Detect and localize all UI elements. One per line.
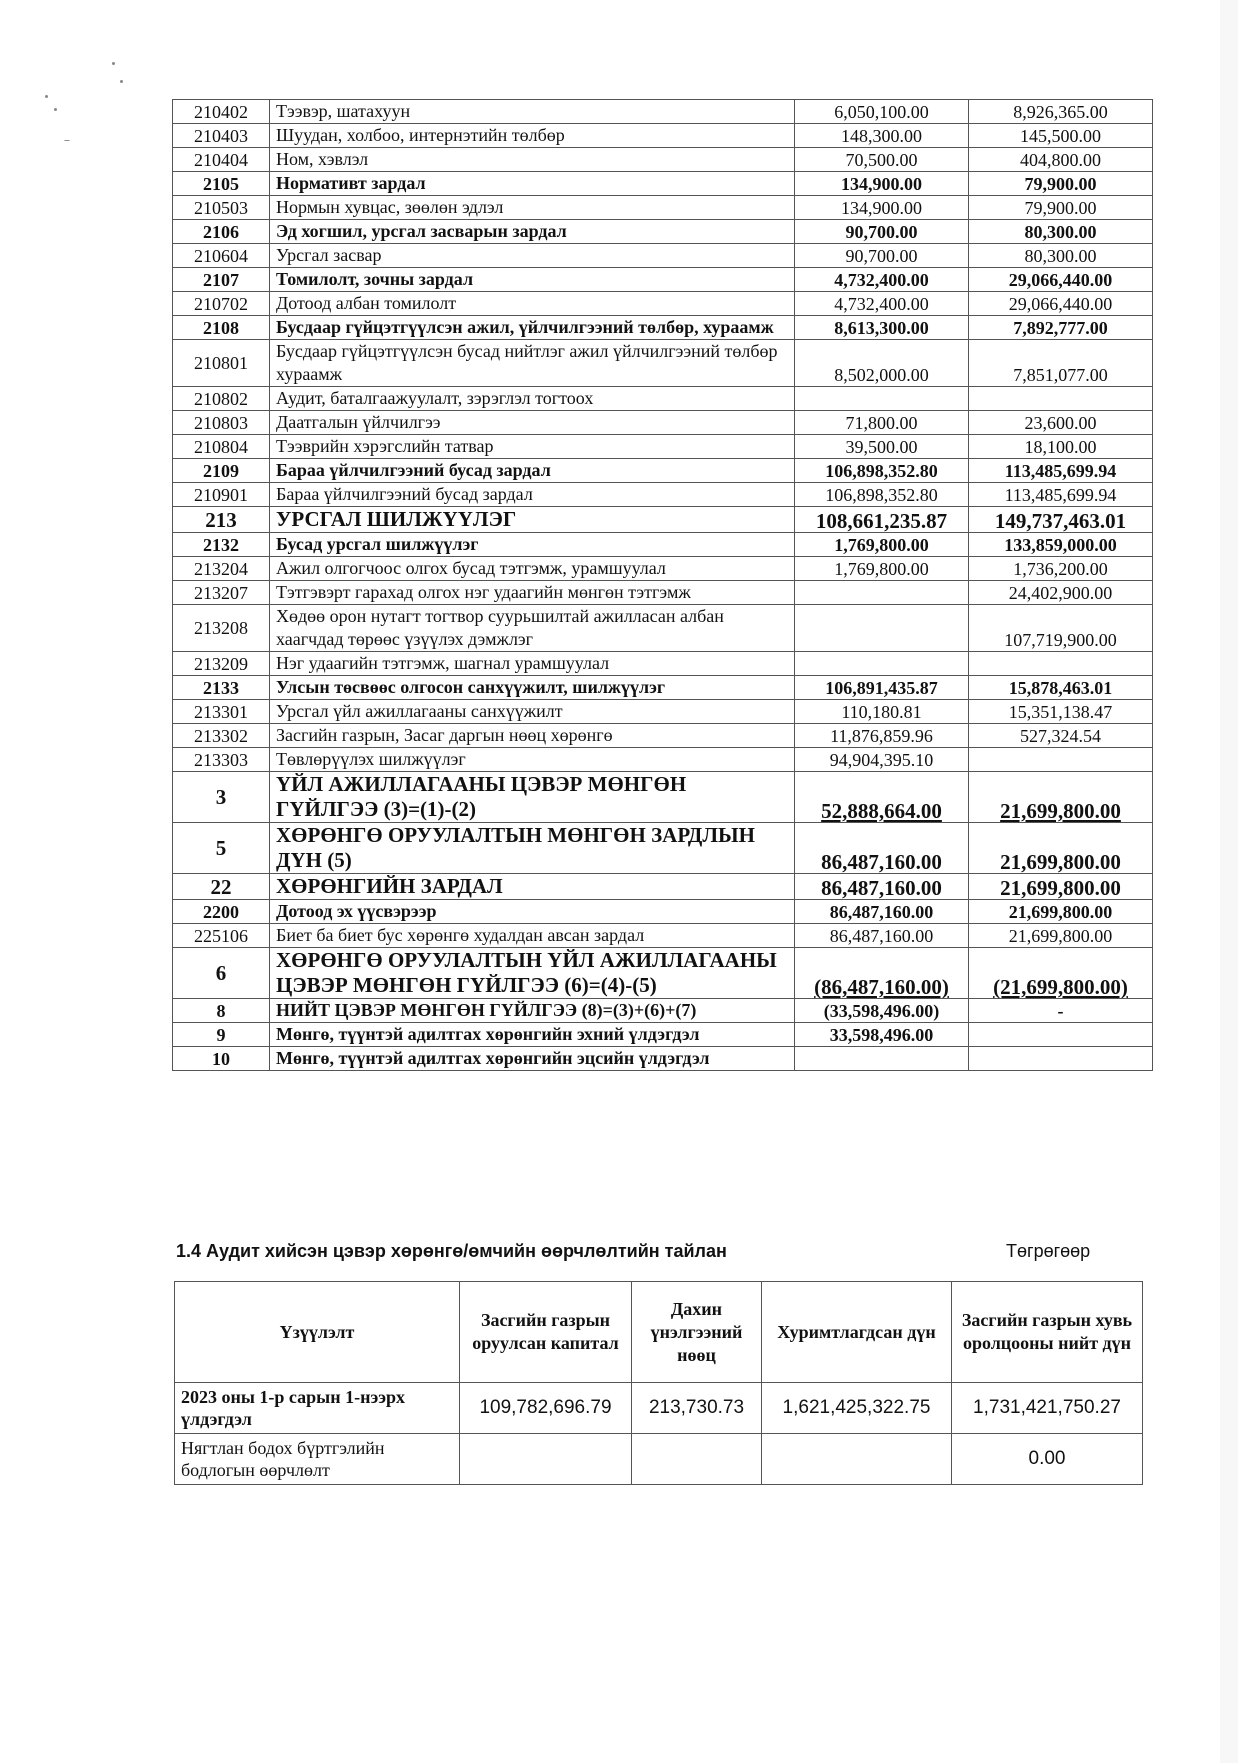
cashflow-code-cell: 210803 [173,411,270,435]
cashflow-code-cell: 9 [173,1023,270,1047]
cashflow-code-cell: 2132 [173,533,270,557]
cashflow-row [173,387,1153,411]
cashflow-value-curr-cell: 7,851,077.00 [969,340,1153,387]
cashflow-row [173,220,1153,244]
cashflow-row [173,605,1153,652]
cashflow-value-curr-cell: 404,800.00 [969,148,1153,172]
cashflow-description-cell: Мөнгө, түүнтэй адилтгах хөрөнгийн эцсийн үлдэгдэл [270,1047,795,1071]
cashflow-code-cell: 2107 [173,268,270,292]
cashflow-value-curr-cell: 15,878,463.01 [969,676,1153,700]
cashflow-value-prev-cell: 90,700.00 [795,244,969,268]
cashflow-value-prev-cell: 1,769,800.00 [795,557,969,581]
equity-cell-accumulated [762,1434,952,1485]
cashflow-value-prev-cell: 90,700.00 [795,220,969,244]
scan-speck [120,80,123,83]
cashflow-value-prev-cell: 39,500.00 [795,435,969,459]
cashflow-value-prev-cell: 106,891,435.87 [795,676,969,700]
cashflow-row [173,1023,1153,1047]
cashflow-code-cell: 2105 [173,172,270,196]
cashflow-value-prev-cell: 108,661,235.87 [795,507,969,533]
cashflow-description-cell: Даатгалын үйлчилгээ [270,411,795,435]
cashflow-description-cell: ХӨРӨНГИЙН ЗАРДАЛ [270,874,795,900]
cashflow-value-prev-cell [795,387,969,411]
cashflow-code-cell: 22 [173,874,270,900]
cashflow-value-prev-cell: 11,876,859.96 [795,724,969,748]
cashflow-description-cell: Бусдаар гүйцэтгүүлсэн ажил, үйлчилгээний төлбөр, хураамж [270,316,795,340]
cashflow-row [173,924,1153,948]
cashflow-value-curr-cell: - [969,999,1153,1023]
cashflow-value-curr-cell: 79,900.00 [969,172,1153,196]
equity-header-revaluation-reserve: Дахин үнэлгээний нөөц [632,1282,762,1383]
cashflow-row [173,244,1153,268]
cashflow-row [173,700,1153,724]
cashflow-code-cell: 213207 [173,581,270,605]
cashflow-row [173,948,1153,999]
cashflow-description-cell: Шуудан, холбоо, интернэтийн төлбөр [270,124,795,148]
cashflow-code-cell: 3 [173,772,270,823]
equity-section-title: 1.4 Аудит хийсэн цэвэр хөрөнгө/өмчийн өөрчлөлтийн тайлан [176,1241,727,1261]
cashflow-value-prev-cell [795,652,969,676]
cashflow-code-cell: 10 [173,1047,270,1071]
cashflow-value-prev-cell: 52,888,664.00 [795,772,969,823]
cashflow-code-cell: 210403 [173,124,270,148]
cashflow-value-prev-cell: 110,180.81 [795,700,969,724]
cashflow-code-cell: 210802 [173,387,270,411]
equity-header-gov-capital: Засгийн газрын оруулсан капитал [460,1282,632,1383]
equity-header-indicator: Үзүүлэлт [175,1282,460,1383]
cashflow-value-curr-cell: 21,699,800.00 [969,772,1153,823]
cashflow-value-curr-cell: 29,066,440.00 [969,268,1153,292]
cashflow-row [173,533,1153,557]
cashflow-description-cell: ҮЙЛ АЖИЛЛАГААНЫ ЦЭВЭР МӨНГӨН ГҮЙЛГЭЭ (3)=(1)-(2) [270,772,795,823]
cashflow-value-prev-cell: 86,487,160.00 [795,823,969,874]
cashflow-value-prev-cell [795,581,969,605]
cashflow-row [173,676,1153,700]
cashflow-value-curr-cell: 29,066,440.00 [969,292,1153,316]
cashflow-table-body [173,100,1153,1071]
scan-edge [1220,0,1238,1763]
cashflow-code-cell: 210503 [173,196,270,220]
cashflow-description-cell: Биет ба биет бус хөрөнгө худалдан авсан зардал [270,924,795,948]
cashflow-value-prev-cell: 4,732,400.00 [795,268,969,292]
cashflow-code-cell: 225106 [173,924,270,948]
scan-speck [112,62,115,65]
cashflow-description-cell: Тээвэр, шатахуун [270,100,795,124]
cashflow-row [173,581,1153,605]
cashflow-code-cell: 2109 [173,459,270,483]
cashflow-row [173,148,1153,172]
cashflow-code-cell: 213204 [173,557,270,581]
cashflow-value-curr-cell: 21,699,800.00 [969,924,1153,948]
cashflow-value-prev-cell: 71,800.00 [795,411,969,435]
cashflow-description-cell: Бусад урсгал шилжүүлэг [270,533,795,557]
cashflow-value-prev-cell: 134,900.00 [795,196,969,220]
cashflow-value-prev-cell: 86,487,160.00 [795,874,969,900]
cashflow-row [173,999,1153,1023]
cashflow-value-curr-cell: (21,699,800.00) [969,948,1153,999]
cashflow-description-cell: УРСГАЛ ШИЛЖҮҮЛЭГ [270,507,795,533]
equity-header-total: Засгийн газрын хувь оролцооны нийт дүн [952,1282,1143,1383]
equity-row-opening-balance [175,1383,1143,1434]
cashflow-description-cell: Томилолт, зочны зардал [270,268,795,292]
cashflow-description-cell: Бараа үйлчилгээний бусад зардал [270,459,795,483]
currency-note: Төгрөгөөр [1006,1241,1091,1261]
cashflow-description-cell: Хөдөө орон нутагт тогтвор суурьшилтай ажилласан албан хаагчдад төрөөс үзүүлэх дэмжлэг [270,605,795,652]
cashflow-row [173,507,1153,533]
cashflow-code-cell: 8 [173,999,270,1023]
cashflow-value-curr-cell: 79,900.00 [969,196,1153,220]
cashflow-description-cell: Ажил олгогчоос олгох бусад тэтгэмж, урамшуулал [270,557,795,581]
cashflow-value-curr-cell: 145,500.00 [969,124,1153,148]
cashflow-value-curr-cell: 8,926,365.00 [969,100,1153,124]
cashflow-value-prev-cell: 6,050,100.00 [795,100,969,124]
cashflow-value-curr-cell: 21,699,800.00 [969,823,1153,874]
cashflow-code-cell: 210901 [173,483,270,507]
cashflow-description-cell: Нормын хувцас, зөөлөн эдлэл [270,196,795,220]
equity-change-table [174,1281,1143,1485]
cashflow-row [173,411,1153,435]
cashflow-code-cell: 210604 [173,244,270,268]
cashflow-value-prev-cell: 4,732,400.00 [795,292,969,316]
cashflow-value-curr-cell [969,1023,1153,1047]
cashflow-value-curr-cell: 113,485,699.94 [969,483,1153,507]
cashflow-code-cell: 213209 [173,652,270,676]
cashflow-description-cell: Эд хогшил, урсгал засварын зардал [270,220,795,244]
equity-cell-revaluation-reserve [632,1434,762,1485]
cashflow-value-curr-cell: 23,600.00 [969,411,1153,435]
cashflow-value-curr-cell: 18,100.00 [969,435,1153,459]
cashflow-value-prev-cell: 106,898,352.80 [795,459,969,483]
cashflow-value-prev-cell [795,1047,969,1071]
equity-cell-total: 1,731,421,750.27 [952,1383,1143,1434]
cashflow-code-cell: 213301 [173,700,270,724]
cashflow-value-curr-cell: 133,859,000.00 [969,533,1153,557]
cashflow-code-cell: 213302 [173,724,270,748]
cashflow-code-cell: 210402 [173,100,270,124]
equity-cell-total: 0.00 [952,1434,1143,1485]
cashflow-description-cell: Тэтгэвэрт гарахад олгох нэг удаагийн мөнгөн тэтгэмж [270,581,795,605]
equity-header-row [175,1282,1143,1383]
cashflow-description-cell: Бараа үйлчилгээний бусад зардал [270,483,795,507]
scan-speck [54,108,57,111]
cashflow-row [173,1047,1153,1071]
cashflow-value-curr-cell [969,387,1153,411]
cashflow-row [173,823,1153,874]
equity-cell-gov-capital [460,1434,632,1485]
cashflow-description-cell: Аудит, баталгаажуулалт, зэрэглэл тогтоох [270,387,795,411]
cashflow-code-cell: 213303 [173,748,270,772]
cashflow-row [173,557,1153,581]
cashflow-description-cell: Мөнгө, түүнтэй адилтгах хөрөнгийн эхний үлдэгдэл [270,1023,795,1047]
equity-cell-gov-capital: 109,782,696.79 [460,1383,632,1434]
cashflow-code-cell: 6 [173,948,270,999]
cashflow-code-cell: 210404 [173,148,270,172]
cashflow-row [173,124,1153,148]
cashflow-row [173,652,1153,676]
cashflow-value-prev-cell: 33,598,496.00 [795,1023,969,1047]
cashflow-row [173,483,1153,507]
cashflow-value-prev-cell: 8,502,000.00 [795,340,969,387]
cashflow-row [173,196,1153,220]
cashflow-table [172,99,1153,1071]
cashflow-row [173,459,1153,483]
cashflow-value-prev-cell: 106,898,352.80 [795,483,969,507]
scan-speck [64,140,70,141]
cashflow-row [173,435,1153,459]
cashflow-value-curr-cell: 113,485,699.94 [969,459,1153,483]
cashflow-row [173,100,1153,124]
cashflow-value-curr-cell: 21,699,800.00 [969,900,1153,924]
cashflow-description-cell: ХӨРӨНГӨ ОРУУЛАЛТЫН ҮЙЛ АЖИЛЛАГААНЫ ЦЭВЭР МӨНГӨН ГҮЙЛГЭЭ (6)=(4)-(5) [270,948,795,999]
cashflow-value-curr-cell: 24,402,900.00 [969,581,1153,605]
equity-row-policy-change [175,1434,1143,1485]
cashflow-value-curr-cell: 149,737,463.01 [969,507,1153,533]
cashflow-value-curr-cell: 15,351,138.47 [969,700,1153,724]
cashflow-value-curr-cell [969,748,1153,772]
cashflow-value-curr-cell: 7,892,777.00 [969,316,1153,340]
cashflow-code-cell: 2133 [173,676,270,700]
cashflow-value-prev-cell: (33,598,496.00) [795,999,969,1023]
cashflow-value-prev-cell: 1,769,800.00 [795,533,969,557]
cashflow-row [173,172,1153,196]
cashflow-description-cell: Нэг удаагийн тэтгэмж, шагнал урамшуулал [270,652,795,676]
cashflow-description-cell: Урсгал үйл ажиллагааны санхүүжилт [270,700,795,724]
cashflow-value-curr-cell [969,652,1153,676]
cashflow-value-curr-cell: 1,736,200.00 [969,557,1153,581]
cashflow-row [173,748,1153,772]
cashflow-description-cell: Ном, хэвлэл [270,148,795,172]
cashflow-code-cell: 5 [173,823,270,874]
cashflow-code-cell: 213 [173,507,270,533]
cashflow-value-prev-cell: 86,487,160.00 [795,900,969,924]
cashflow-code-cell: 210801 [173,340,270,387]
cashflow-value-prev-cell: (86,487,160.00) [795,948,969,999]
scan-speck [45,95,48,98]
cashflow-value-prev-cell: 86,487,160.00 [795,924,969,948]
cashflow-row [173,900,1153,924]
cashflow-value-curr-cell: 21,699,800.00 [969,874,1153,900]
cashflow-row [173,268,1153,292]
cashflow-value-prev-cell: 70,500.00 [795,148,969,172]
cashflow-code-cell: 2200 [173,900,270,924]
cashflow-description-cell: Нормативт зардал [270,172,795,196]
cashflow-value-prev-cell [795,605,969,652]
cashflow-code-cell: 213208 [173,605,270,652]
cashflow-value-curr-cell: 107,719,900.00 [969,605,1153,652]
cashflow-row [173,874,1153,900]
cashflow-row [173,340,1153,387]
equity-row-label: 2023 оны 1-р сарын 1-нээрх үлдэгдэл [175,1383,460,1434]
cashflow-description-cell: Урсгал засвар [270,244,795,268]
cashflow-description-cell: Засгийн газрын, Засаг даргын нөөц хөрөнгө [270,724,795,748]
equity-cell-accumulated: 1,621,425,322.75 [762,1383,952,1434]
cashflow-code-cell: 2108 [173,316,270,340]
equity-cell-revaluation-reserve: 213,730.73 [632,1383,762,1434]
cashflow-description-cell: Бусдаар гүйцэтгүүлсэн бусад нийтлэг ажил үйлчилгээний төлбөр хураамж [270,340,795,387]
equity-row-label: Нягтлан бодох бүртгэлийн бодлогын өөрчлөлт [175,1434,460,1485]
cashflow-value-prev-cell: 148,300.00 [795,124,969,148]
cashflow-description-cell: ХӨРӨНГӨ ОРУУЛАЛТЫН МӨНГӨН ЗАРДЛЫН ДҮН (5) [270,823,795,874]
cashflow-row [173,292,1153,316]
cashflow-code-cell: 210804 [173,435,270,459]
cashflow-value-prev-cell: 8,613,300.00 [795,316,969,340]
cashflow-row [173,724,1153,748]
cashflow-description-cell: Тээврийн хэрэгслийн татвар [270,435,795,459]
cashflow-value-curr-cell: 80,300.00 [969,220,1153,244]
cashflow-description-cell: Улсын төсвөөс олгосон санхүүжилт, шилжүүлэг [270,676,795,700]
cashflow-value-curr-cell: 527,324.54 [969,724,1153,748]
cashflow-row [173,316,1153,340]
cashflow-description-cell: НИЙТ ЦЭВЭР МӨНГӨН ГҮЙЛГЭЭ (8)=(3)+(6)+(7) [270,999,795,1023]
cashflow-code-cell: 210702 [173,292,270,316]
cashflow-code-cell: 2106 [173,220,270,244]
cashflow-value-curr-cell: 80,300.00 [969,244,1153,268]
cashflow-description-cell: Дотоод эх үүсвэрээр [270,900,795,924]
cashflow-value-prev-cell: 94,904,395.10 [795,748,969,772]
cashflow-value-prev-cell: 134,900.00 [795,172,969,196]
cashflow-value-curr-cell [969,1047,1153,1071]
cashflow-description-cell: Дотоод албан томилолт [270,292,795,316]
equity-header-accumulated: Хуримтлагдсан дүн [762,1282,952,1383]
cashflow-description-cell: Төвлөрүүлэх шилжүүлэг [270,748,795,772]
cashflow-row [173,772,1153,823]
